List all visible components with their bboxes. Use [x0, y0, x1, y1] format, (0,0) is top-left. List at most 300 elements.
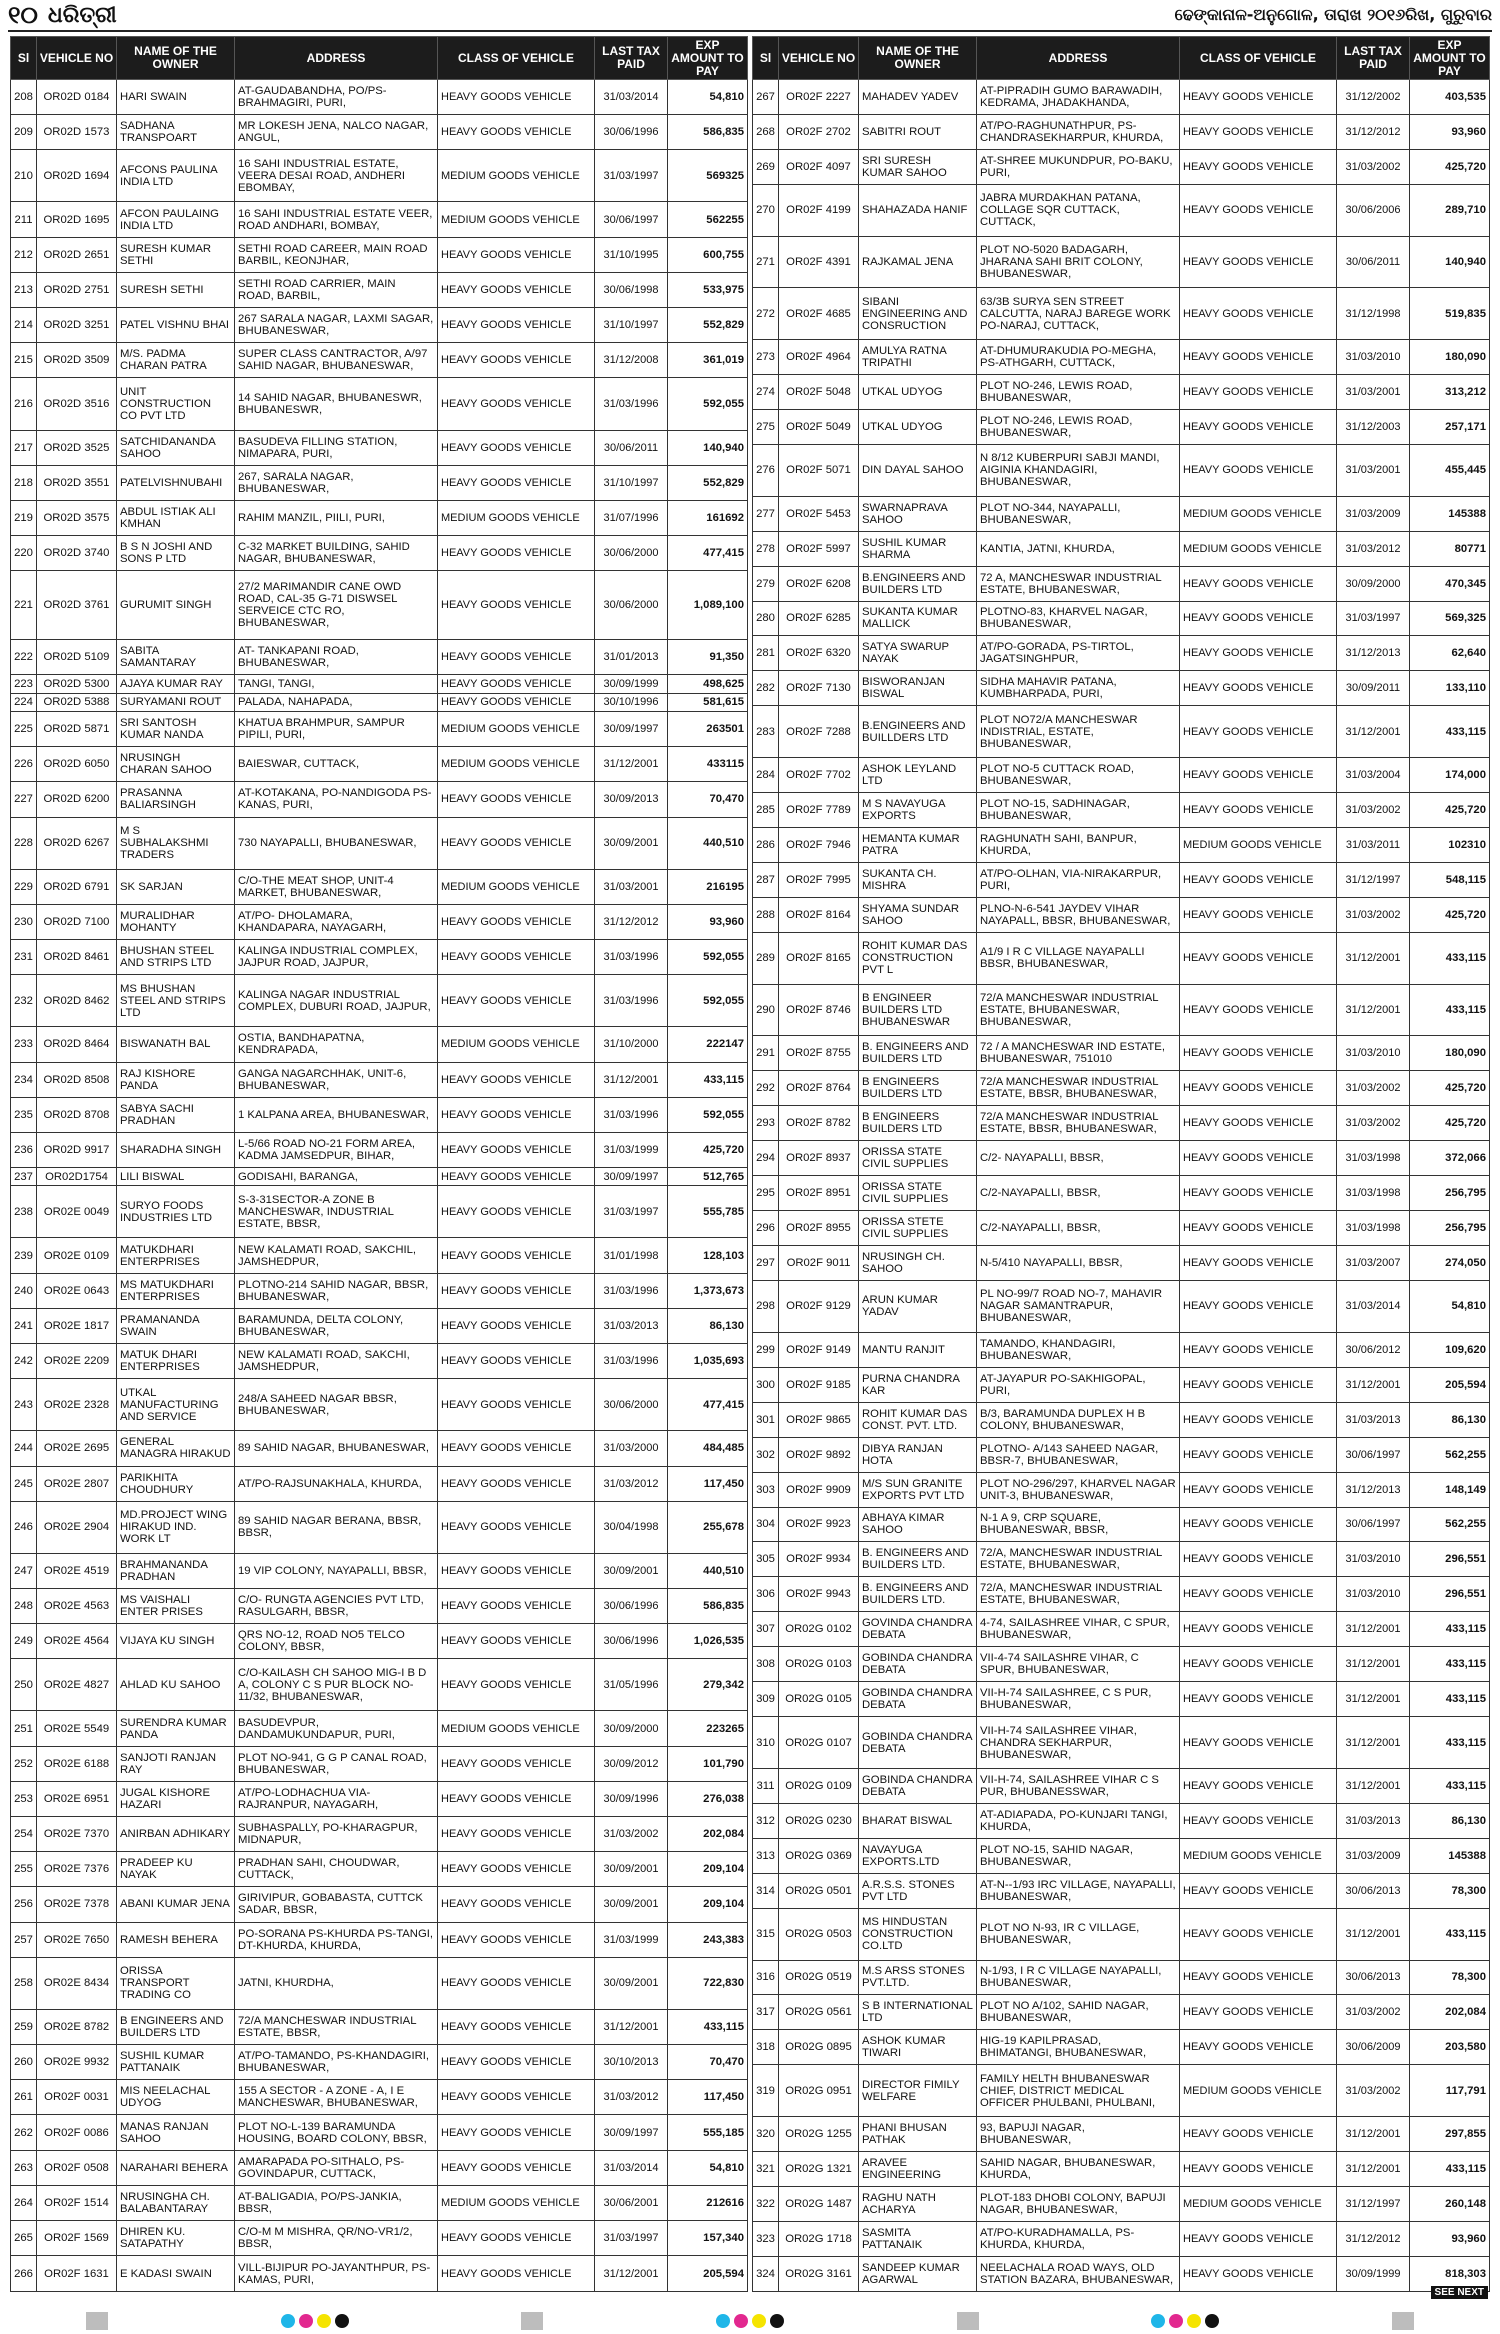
last-tax-paid-cell: 31/12/1997: [1337, 2187, 1410, 2222]
vehicle-class-cell: HEAVY GOODS VEHICLE: [438, 1344, 595, 1379]
serial-cell: 285: [753, 793, 779, 828]
owner-name-cell: HARI SWAIN: [117, 80, 235, 115]
last-tax-paid-cell: 30/06/1997: [1337, 1437, 1410, 1472]
table-row: [11, 1186, 748, 1238]
vehicle-class-cell: HEAVY GOODS VEHICLE: [438, 571, 595, 640]
last-tax-paid-cell: 31/12/2002: [1337, 80, 1410, 115]
owner-name-cell: SUKANTA KUMAR MALLICK: [859, 601, 977, 636]
owner-name-cell: SUSHIL KUMAR SHARMA: [859, 531, 977, 566]
last-tax-paid-cell: 31/03/2002: [1337, 1106, 1410, 1141]
table-row: [11, 975, 748, 1027]
amount-cell: 70,470: [668, 2045, 748, 2080]
address-cell: C-32 MARKET BUILDING, SAHID NAGAR, BHUBANESWAR,: [235, 536, 438, 571]
vehicle-no-cell: OR02D 8461: [37, 940, 117, 975]
table-row: [753, 1106, 1490, 1141]
last-tax-paid-cell: 31/01/1998: [595, 1238, 668, 1273]
last-tax-paid-cell: 30/09/2000: [1337, 566, 1410, 601]
address-cell: JATNI, KHURDHA,: [235, 1957, 438, 2009]
address-cell: 155 A SECTOR - A ZONE - A, I E MANCHESWAR, BHUBANESWAR,: [235, 2080, 438, 2115]
vehicle-class-cell: HEAVY GOODS VEHICLE: [438, 940, 595, 975]
owner-name-cell: SRI SURESH KUMAR SAHOO: [859, 149, 977, 184]
address-cell: 93, BAPUJI NAGAR, BHUBANESWAR,: [977, 2117, 1180, 2152]
address-cell: 19 VIP COLONY, NAYAPALLI, BBSR,: [235, 1553, 438, 1588]
amount-cell: 477,415: [668, 1379, 748, 1431]
vehicle-class-cell: HEAVY GOODS VEHICLE: [438, 640, 595, 675]
table-row: [753, 1577, 1490, 1612]
amount-cell: 470,345: [1410, 566, 1490, 601]
vehicle-no-cell: OR02F 6285: [779, 601, 859, 636]
amount-cell: 54,810: [668, 2150, 748, 2185]
amount-cell: 433,115: [1410, 932, 1490, 984]
vehicle-class-cell: MEDIUM GOODS VEHICLE: [438, 1711, 595, 1746]
last-tax-paid-cell: 31/03/2010: [1337, 1036, 1410, 1071]
vehicle-no-cell: OR02D 0184: [37, 80, 117, 115]
amount-cell: 216195: [668, 869, 748, 904]
table-row: [11, 308, 748, 343]
address-cell: VII-4-74 SAILASHRE VIHAR, C SPUR, BHUBANESWAR,: [977, 1647, 1180, 1682]
table-row: [11, 2045, 748, 2080]
vehicle-no-cell: OR02E 0643: [37, 1273, 117, 1308]
address-cell: AT/PO- DHOLAMARA, KHANDAPARA, NAYAGARH,: [235, 904, 438, 939]
vehicle-class-cell: MEDIUM GOODS VEHICLE: [1180, 2065, 1337, 2117]
amount-cell: 425,720: [1410, 1071, 1490, 1106]
serial-cell: 250: [11, 1659, 37, 1711]
owner-name-cell: AHLAD KU SAHOO: [117, 1659, 235, 1711]
owner-name-cell: GOBINDA CHANDRA DEBATA: [859, 1717, 977, 1769]
vehicle-no-cell: OR02F 2702: [779, 114, 859, 149]
amount-cell: 455,445: [1410, 444, 1490, 496]
table-row: [11, 500, 748, 535]
vehicle-no-cell: OR02F 1631: [37, 2256, 117, 2292]
serial-cell: 247: [11, 1553, 37, 1588]
vehicle-no-cell: OR02F 4097: [779, 149, 859, 184]
header-serial: Sl: [753, 37, 779, 80]
last-tax-paid-cell: 31/12/2001: [1337, 984, 1410, 1036]
amount-cell: 180,090: [1410, 340, 1490, 375]
last-tax-paid-cell: 31/03/2002: [1337, 793, 1410, 828]
registration-dot-cyan: [1151, 2314, 1165, 2328]
serial-cell: 238: [11, 1186, 37, 1238]
last-tax-paid-cell: 31/03/1996: [595, 1097, 668, 1132]
vehicle-class-cell: HEAVY GOODS VEHICLE: [438, 2009, 595, 2044]
amount-cell: 548,115: [1410, 862, 1490, 897]
table-row: [753, 1682, 1490, 1717]
amount-cell: 433,115: [1410, 706, 1490, 758]
address-cell: SETHI ROAD CARRIER, MAIN ROAD, BARBIL,: [235, 272, 438, 307]
address-cell: MR LOKESH JENA, NALCO NAGAR, ANGUL,: [235, 115, 438, 150]
vehicle-class-cell: HEAVY GOODS VEHICLE: [1180, 149, 1337, 184]
last-tax-paid-cell: 30/06/1996: [595, 115, 668, 150]
serial-cell: 217: [11, 430, 37, 465]
vehicle-no-cell: OR02D 3509: [37, 343, 117, 378]
last-tax-paid-cell: 31/12/2001: [1337, 1908, 1410, 1960]
header-address: ADDRESS: [977, 37, 1180, 80]
last-tax-paid-cell: 31/12/1998: [1337, 288, 1410, 340]
owner-name-cell: SURESH SETHI: [117, 272, 235, 307]
amount-cell: 174,000: [1410, 758, 1490, 793]
vehicle-no-cell: OR02F 0508: [37, 2150, 117, 2185]
vehicle-no-cell: OR02G 0230: [779, 1803, 859, 1838]
vehicle-class-cell: HEAVY GOODS VEHICLE: [438, 465, 595, 500]
owner-name-cell: SHAHAZADA HANIF: [859, 184, 977, 236]
table-row: [11, 904, 748, 939]
owner-name-cell: SATYA SWARUP NAYAK: [859, 636, 977, 671]
amount-cell: 274,050: [1410, 1246, 1490, 1281]
vehicle-class-cell: HEAVY GOODS VEHICLE: [1180, 114, 1337, 149]
table-row: [753, 1908, 1490, 1960]
vehicle-no-cell: OR02F 9892: [779, 1437, 859, 1472]
header-vehicle-no: VEHICLE NO: [779, 37, 859, 80]
vehicle-no-cell: OR02D 8464: [37, 1027, 117, 1062]
serial-cell: 297: [753, 1246, 779, 1281]
vehicle-class-cell: HEAVY GOODS VEHICLE: [1180, 1141, 1337, 1176]
registration-dot-yellow: [317, 2314, 331, 2328]
table-row: [11, 1817, 748, 1852]
vehicle-class-cell: HEAVY GOODS VEHICLE: [438, 975, 595, 1027]
serial-cell: 244: [11, 1431, 37, 1466]
owner-name-cell: M S NAVAYUGA EXPORTS: [859, 793, 977, 828]
table-row: [753, 984, 1490, 1036]
vehicle-no-cell: OR02D 8462: [37, 975, 117, 1027]
owner-name-cell: NAVAYUGA EXPORTS.LTD: [859, 1838, 977, 1873]
vehicle-class-cell: HEAVY GOODS VEHICLE: [1180, 1036, 1337, 1071]
vehicle-no-cell: OR02F 1569: [37, 2220, 117, 2255]
vehicle-class-cell: HEAVY GOODS VEHICLE: [438, 1132, 595, 1167]
amount-cell: 722,830: [668, 1957, 748, 2009]
address-cell: 248/A SAHEED NAGAR BBSR, BHUBANESWAR,: [235, 1379, 438, 1431]
vehicle-class-cell: HEAVY GOODS VEHICLE: [438, 1097, 595, 1132]
amount-cell: 78,300: [1410, 1873, 1490, 1908]
last-tax-paid-cell: 31/05/1996: [595, 1659, 668, 1711]
last-tax-paid-cell: 31/03/2010: [1337, 1577, 1410, 1612]
table-row: [11, 2115, 748, 2150]
table-row: [11, 1238, 748, 1273]
serial-cell: 308: [753, 1647, 779, 1682]
vehicle-class-cell: HEAVY GOODS VEHICLE: [1180, 184, 1337, 236]
serial-cell: 208: [11, 80, 37, 115]
amount-cell: 145388: [1410, 1838, 1490, 1873]
last-tax-paid-cell: 30/06/2013: [1337, 1960, 1410, 1995]
vehicle-no-cell: OR02D 3525: [37, 430, 117, 465]
vehicle-class-cell: HEAVY GOODS VEHICLE: [438, 1922, 595, 1957]
last-tax-paid-cell: 31/03/1996: [595, 940, 668, 975]
owner-name-cell: BHARAT BISWAL: [859, 1803, 977, 1838]
serial-cell: 226: [11, 747, 37, 782]
table-row: [753, 2065, 1490, 2117]
address-cell: PALADA, NAHAPADA,: [235, 693, 438, 711]
vehicle-no-cell: OR02F 5071: [779, 444, 859, 496]
header-last-tax-paid: LAST TAX PAID: [595, 37, 668, 80]
vehicle-class-cell: HEAVY GOODS VEHICLE: [438, 1186, 595, 1238]
vehicle-no-cell: OR02G 0951: [779, 2065, 859, 2117]
address-cell: PRADHAN SAHI, CHOUDWAR, CUTTACK,: [235, 1852, 438, 1887]
vehicle-class-cell: HEAVY GOODS VEHICLE: [1180, 409, 1337, 444]
owner-name-cell: B ENGINEER BUILDERS LTD BHUBANESWAR: [859, 984, 977, 1036]
last-tax-paid-cell: 31/12/1997: [1337, 862, 1410, 897]
table-row: [11, 1852, 748, 1887]
vehicle-class-cell: MEDIUM GOODS VEHICLE: [1180, 2187, 1337, 2222]
vehicle-no-cell: OR02D 5871: [37, 712, 117, 747]
last-tax-paid-cell: 31/03/2011: [1337, 828, 1410, 863]
last-tax-paid-cell: 31/03/2014: [595, 80, 668, 115]
amount-cell: 592,055: [668, 975, 748, 1027]
masthead: [8, 0, 1492, 32]
vehicle-no-cell: OR02G 0561: [779, 1995, 859, 2030]
table-row: [753, 1211, 1490, 1246]
last-tax-paid-cell: 30/06/2006: [1337, 184, 1410, 236]
address-cell: BASUDEVPUR, DANDAMUKUNDAPUR, PURI,: [235, 1711, 438, 1746]
amount-cell: 78,300: [1410, 1960, 1490, 1995]
last-tax-paid-cell: 31/03/2001: [1337, 375, 1410, 410]
last-tax-paid-cell: 31/12/2001: [1337, 1682, 1410, 1717]
amount-cell: 260,148: [1410, 2187, 1490, 2222]
owner-name-cell: B. ENGINEERS AND BUILDERS LTD.: [859, 1542, 977, 1577]
amount-cell: 562,255: [1410, 1437, 1490, 1472]
serial-cell: 294: [753, 1141, 779, 1176]
address-cell: C/O-M M MISHRA, QR/NO-VR1/2, BBSR,: [235, 2220, 438, 2255]
table-row: [11, 2220, 748, 2255]
amount-cell: 433,115: [668, 2009, 748, 2044]
owner-name-cell: HEMANTA KUMAR PATRA: [859, 828, 977, 863]
vehicle-no-cell: OR02F 8782: [779, 1106, 859, 1141]
vehicle-no-cell: OR02E 1817: [37, 1308, 117, 1343]
serial-cell: 314: [753, 1873, 779, 1908]
vehicle-no-cell: OR02F 7789: [779, 793, 859, 828]
serial-cell: 220: [11, 536, 37, 571]
table-row: [11, 465, 748, 500]
vehicle-no-cell: OR02E 2695: [37, 1431, 117, 1466]
last-tax-paid-cell: 31/10/1997: [595, 308, 668, 343]
amount-cell: 256,795: [1410, 1176, 1490, 1211]
address-cell: AT-N--1/93 IRC VILLAGE, NAYAPALLI, BHUBANESWAR,: [977, 1873, 1180, 1908]
address-cell: N 8/12 KUBERPURI SABJI MANDI, AIGINIA KHANDAGIRI, BHUBANESWAR,: [977, 444, 1180, 496]
owner-name-cell: ABDUL ISTIAK ALI KMHAN: [117, 500, 235, 535]
last-tax-paid-cell: 30/09/2001: [595, 1852, 668, 1887]
vehicle-class-cell: HEAVY GOODS VEHICLE: [1180, 1612, 1337, 1647]
serial-cell: 316: [753, 1960, 779, 1995]
address-cell: AMARAPADA PO-SITHALO, PS-GOVINDAPUR, CUTTACK,: [235, 2150, 438, 2185]
amount-cell: 433115: [668, 747, 748, 782]
last-tax-paid-cell: 30/06/2011: [1337, 236, 1410, 288]
vehicle-no-cell: OR02G 1255: [779, 2117, 859, 2152]
owner-name-cell: LILI BISWAL: [117, 1168, 235, 1186]
address-cell: PO-SORANA PS-KHURDA PS-TANGI, DT-KHURDA, KHURDA,: [235, 1922, 438, 1957]
amount-cell: 433,115: [1410, 1908, 1490, 1960]
amount-cell: 372,066: [1410, 1141, 1490, 1176]
vehicle-class-cell: HEAVY GOODS VEHICLE: [438, 1624, 595, 1659]
address-cell: AT-BALIGADIA, PO/PS-JANKIA, BBSR,: [235, 2185, 438, 2220]
serial-cell: 295: [753, 1176, 779, 1211]
vehicle-class-cell: HEAVY GOODS VEHICLE: [438, 2045, 595, 2080]
amount-cell: 62,640: [1410, 636, 1490, 671]
address-cell: 72/A MANCHESWAR INDUSTRIAL ESTATE, BBSR, BHUBANESWAR,: [977, 1106, 1180, 1141]
last-tax-paid-cell: 30/09/1997: [595, 1168, 668, 1186]
owner-name-cell: PHANI BHUSAN PATHAK: [859, 2117, 977, 2152]
amount-cell: 1,089,100: [668, 571, 748, 640]
vehicle-no-cell: OR02F 8955: [779, 1211, 859, 1246]
owner-name-cell: ABANI KUMAR JENA: [117, 1887, 235, 1922]
table-row: [753, 340, 1490, 375]
vehicle-class-cell: HEAVY GOODS VEHICLE: [438, 2080, 595, 2115]
serial-cell: 269: [753, 149, 779, 184]
page-number: ୧୦: [8, 1, 38, 29]
vehicle-no-cell: OR02F 9129: [779, 1281, 859, 1333]
vehicle-no-cell: OR02G 3161: [779, 2256, 859, 2291]
amount-cell: 484,485: [668, 1431, 748, 1466]
address-cell: KALINGA NAGAR INDUSTRIAL COMPLEX, DUBURI ROAD, JAJPUR,: [235, 975, 438, 1027]
amount-cell: 161692: [668, 500, 748, 535]
serial-cell: 239: [11, 1238, 37, 1273]
serial-cell: 254: [11, 1817, 37, 1852]
registration-color-dots: [281, 2314, 349, 2328]
registration-gray-block: [1392, 2312, 1414, 2330]
amount-cell: 109,620: [1410, 1332, 1490, 1367]
serial-cell: 214: [11, 308, 37, 343]
header-serial: Sl: [11, 37, 37, 80]
amount-cell: 818,303: [1410, 2256, 1490, 2291]
amount-cell: 257,171: [1410, 409, 1490, 444]
vehicle-no-cell: OR02F 5049: [779, 409, 859, 444]
last-tax-paid-cell: 31/10/1995: [595, 237, 668, 272]
address-cell: PLOT NO-344, NAYAPALLI, BHUBANESWAR,: [977, 496, 1180, 531]
amount-cell: 93,960: [1410, 2221, 1490, 2256]
vehicle-no-cell: OR02F 9185: [779, 1367, 859, 1402]
last-tax-paid-cell: 30/09/2001: [595, 1553, 668, 1588]
last-tax-paid-cell: 31/03/1997: [595, 2220, 668, 2255]
vehicle-class-cell: HEAVY GOODS VEHICLE: [1180, 706, 1337, 758]
vehicle-class-cell: HEAVY GOODS VEHICLE: [1180, 1437, 1337, 1472]
table-row: [11, 1624, 748, 1659]
owner-name-cell: AJAYA KUMAR RAY: [117, 675, 235, 693]
amount-cell: 562255: [668, 202, 748, 237]
vehicle-class-cell: HEAVY GOODS VEHICLE: [438, 1062, 595, 1097]
vehicle-no-cell: OR02G 0102: [779, 1612, 859, 1647]
owner-name-cell: ABHAYA KIMAR SAHOO: [859, 1507, 977, 1542]
address-cell: C/O-THE MEAT SHOP, UNIT-4 MARKET, BHUBANESWAR,: [235, 869, 438, 904]
address-cell: TANGI, TANGI,: [235, 675, 438, 693]
last-tax-paid-cell: 31/12/2001: [595, 1062, 668, 1097]
table-row: [11, 747, 748, 782]
amount-cell: 296,551: [1410, 1542, 1490, 1577]
vehicle-no-cell: OR02F 0031: [37, 2080, 117, 2115]
serial-cell: 321: [753, 2152, 779, 2187]
vehicle-class-cell: HEAVY GOODS VEHICLE: [1180, 80, 1337, 115]
amount-cell: 209,104: [668, 1852, 748, 1887]
vehicle-class-cell: HEAVY GOODS VEHICLE: [438, 1431, 595, 1466]
serial-cell: 233: [11, 1027, 37, 1062]
address-cell: 72 / A MANCHESWAR IND ESTATE, BHUBANESWAR, 751010: [977, 1036, 1180, 1071]
last-tax-paid-cell: 31/01/2013: [595, 640, 668, 675]
address-cell: PL NO-99/7 ROAD NO-7, MAHAVIR NAGAR SAMANTRAPUR, BHUBANESWAR,: [977, 1281, 1180, 1333]
serial-cell: 272: [753, 288, 779, 340]
owner-name-cell: AFCONS PAULINA INDIA LTD: [117, 150, 235, 202]
last-tax-paid-cell: 31/03/1998: [1337, 1141, 1410, 1176]
owner-name-cell: PURNA CHANDRA KAR: [859, 1367, 977, 1402]
vehicle-class-cell: HEAVY GOODS VEHICLE: [438, 1553, 595, 1588]
address-cell: AT-JAYAPUR PO-SAKHIGOPAL, PURI,: [977, 1367, 1180, 1402]
table-row: [753, 1768, 1490, 1803]
vehicle-no-cell: OR02F 7946: [779, 828, 859, 863]
owner-name-cell: SUSHIL KUMAR PATTANAIK: [117, 2045, 235, 2080]
address-cell: N-1 A 9, CRP SQUARE, BHUBANESWAR, BBSR,: [977, 1507, 1180, 1542]
table-row: [753, 149, 1490, 184]
owner-name-cell: SABITA SAMANTARAY: [117, 640, 235, 675]
amount-cell: 180,090: [1410, 1036, 1490, 1071]
owner-name-cell: B.ENGINEERS AND BUILLDERS LTD: [859, 706, 977, 758]
table-row: [753, 2187, 1490, 2222]
serial-cell: 263: [11, 2150, 37, 2185]
last-tax-paid-cell: 31/03/2002: [1337, 1071, 1410, 1106]
address-cell: 4-74, SAILASHREE VIHAR, C SPUR, BHUBANESWAR,: [977, 1612, 1180, 1647]
owner-name-cell: SK SARJAN: [117, 869, 235, 904]
serial-cell: 218: [11, 465, 37, 500]
amount-cell: 296,551: [1410, 1577, 1490, 1612]
last-tax-paid-cell: 30/09/2013: [595, 782, 668, 817]
table-row: [753, 288, 1490, 340]
owner-name-cell: M/S SUN GRANITE EXPORTS PVT LTD: [859, 1472, 977, 1507]
amount-cell: 102310: [1410, 828, 1490, 863]
owner-name-cell: GURUMIT SINGH: [117, 571, 235, 640]
serial-cell: 302: [753, 1437, 779, 1472]
vehicle-no-cell: OR02D 3551: [37, 465, 117, 500]
owner-name-cell: B. ENGINEERS AND BUILDERS LTD: [859, 1036, 977, 1071]
serial-cell: 262: [11, 2115, 37, 2150]
address-cell: AT/PO-RAJSUNAKHALA, KHURDA,: [235, 1466, 438, 1501]
vehicle-class-cell: HEAVY GOODS VEHICLE: [1180, 2030, 1337, 2065]
address-cell: AT/PO-KURADHAMALLA, PS-KHURDA, KHURDA,: [977, 2221, 1180, 2256]
amount-cell: 433,115: [1410, 1717, 1490, 1769]
vehicle-no-cell: OR02D 2651: [37, 237, 117, 272]
address-cell: PLOT NO A/102, SAHID NAGAR, BHUBANESWAR,: [977, 1995, 1180, 2030]
serial-cell: 231: [11, 940, 37, 975]
owner-name-cell: SADHANA TRANSPOART: [117, 115, 235, 150]
amount-cell: 1,026,535: [668, 1624, 748, 1659]
vehicle-class-cell: HEAVY GOODS VEHICLE: [1180, 932, 1337, 984]
serial-cell: 283: [753, 706, 779, 758]
vehicle-no-cell: OR02F 8937: [779, 1141, 859, 1176]
masthead-left: [8, 1, 117, 29]
address-cell: PLOT NO-941, G G P CANAL ROAD, BHUBANESWAR,: [235, 1746, 438, 1781]
table-row: [11, 1431, 748, 1466]
table-row: [11, 2150, 748, 2185]
table-row: [11, 150, 748, 202]
vehicle-no-cell: OR02G 1718: [779, 2221, 859, 2256]
amount-cell: 425,720: [1410, 149, 1490, 184]
address-cell: AT-PIPRADIH GUMO BARAWADIH, KEDRAMA, JHADAKHANDA,: [977, 80, 1180, 115]
last-tax-paid-cell: 31/03/2012: [1337, 531, 1410, 566]
amount-cell: 209,104: [668, 1887, 748, 1922]
header-amount: EXP AMOUNT TO PAY: [668, 37, 748, 80]
address-cell: SUPER CLASS CANTRACTOR, A/97 SAHID NAGAR, BHUBANESWAR,: [235, 343, 438, 378]
owner-name-cell: UTKAL UDYOG: [859, 409, 977, 444]
owner-name-cell: SURYAMANI ROUT: [117, 693, 235, 711]
last-tax-paid-cell: 31/12/2012: [1337, 114, 1410, 149]
vehicle-class-cell: HEAVY GOODS VEHICLE: [1180, 236, 1337, 288]
serial-cell: 221: [11, 571, 37, 640]
amount-cell: 1,035,693: [668, 1344, 748, 1379]
amount-cell: 433,115: [1410, 1768, 1490, 1803]
vehicle-class-cell: HEAVY GOODS VEHICLE: [438, 272, 595, 307]
serial-cell: 215: [11, 343, 37, 378]
owner-name-cell: ORISSA STATE CIVIL SUPPLIES: [859, 1141, 977, 1176]
serial-cell: 324: [753, 2256, 779, 2291]
owner-name-cell: SWARNAPRAVA SAHOO: [859, 496, 977, 531]
table-row: [11, 536, 748, 571]
owner-name-cell: MATUK DHARI ENTERPRISES: [117, 1344, 235, 1379]
serial-cell: 249: [11, 1624, 37, 1659]
serial-cell: 209: [11, 115, 37, 150]
last-tax-paid-cell: 31/12/2001: [595, 2256, 668, 2292]
